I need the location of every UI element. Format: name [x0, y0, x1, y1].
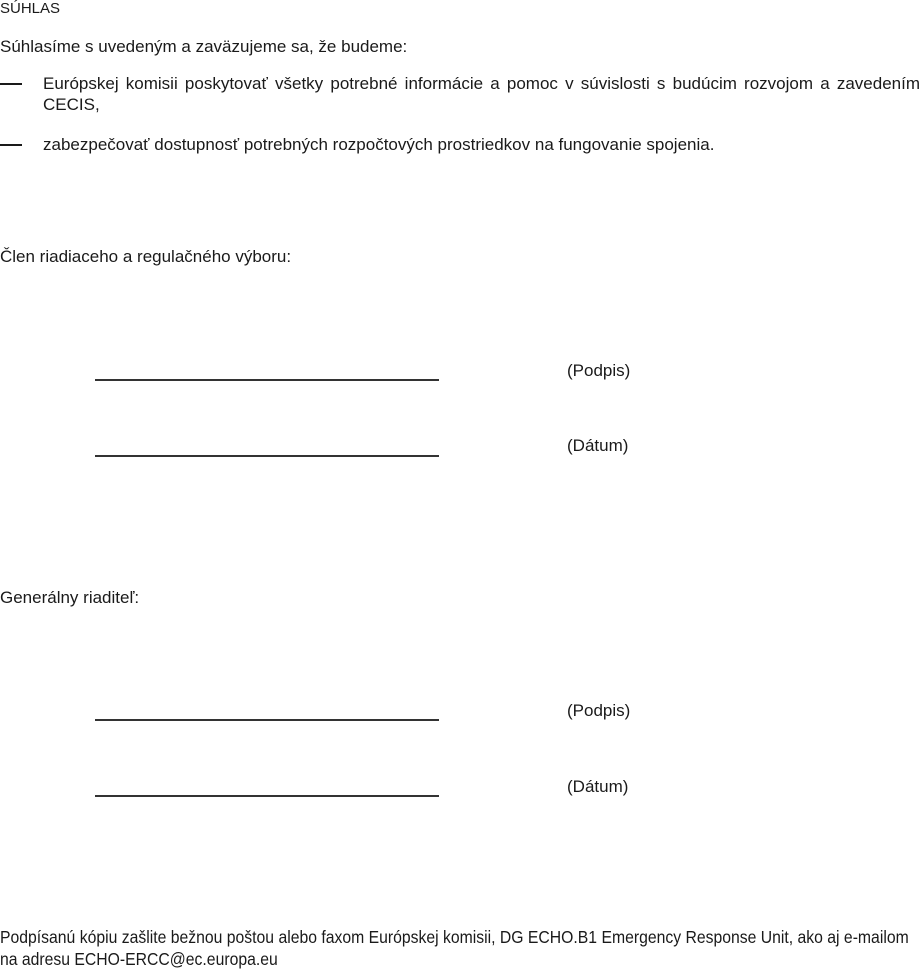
signature-label: (Podpis)	[567, 701, 631, 720]
date-label: (Dátum)	[567, 436, 629, 455]
commitment-item-2: zabezpečovať dostupnosť potrebných rozpočtových prostriedkov na fungovanie spojenia.	[43, 135, 715, 154]
date-line[interactable]	[95, 795, 439, 797]
commitment-item-1: Európskej komisii poskytovať všetky potrebné informácie a pomoc v súvislosti s budúcim rozvojom a zavedením CECIS,	[43, 74, 920, 114]
intro-text: Súhlasíme s uvedeným a zaväzujeme sa, že budeme:	[0, 37, 408, 56]
signature-line[interactable]	[95, 719, 439, 721]
signature-label: (Podpis)	[567, 361, 631, 380]
dash-bullet-icon	[0, 144, 22, 146]
section-heading-committee-member: Člen riadiaceho a regulačného výboru:	[0, 247, 292, 266]
date-line[interactable]	[95, 455, 439, 457]
dash-bullet-icon	[0, 83, 22, 85]
footer-instructions: Podpísanú kópiu zašlite bežnou poštou alebo faxom Európskej komisii, DG ECHO.B1 Emergency Response Unit, ako aj e-mailom na adresu ECHO-ERCC@ec.europa.eu	[0, 927, 909, 969]
document-title: SÚHLAS	[0, 0, 61, 17]
section-heading-director-general: Generálny riaditeľ:	[0, 588, 140, 607]
signature-line[interactable]	[95, 379, 439, 381]
date-label: (Dátum)	[567, 777, 629, 796]
